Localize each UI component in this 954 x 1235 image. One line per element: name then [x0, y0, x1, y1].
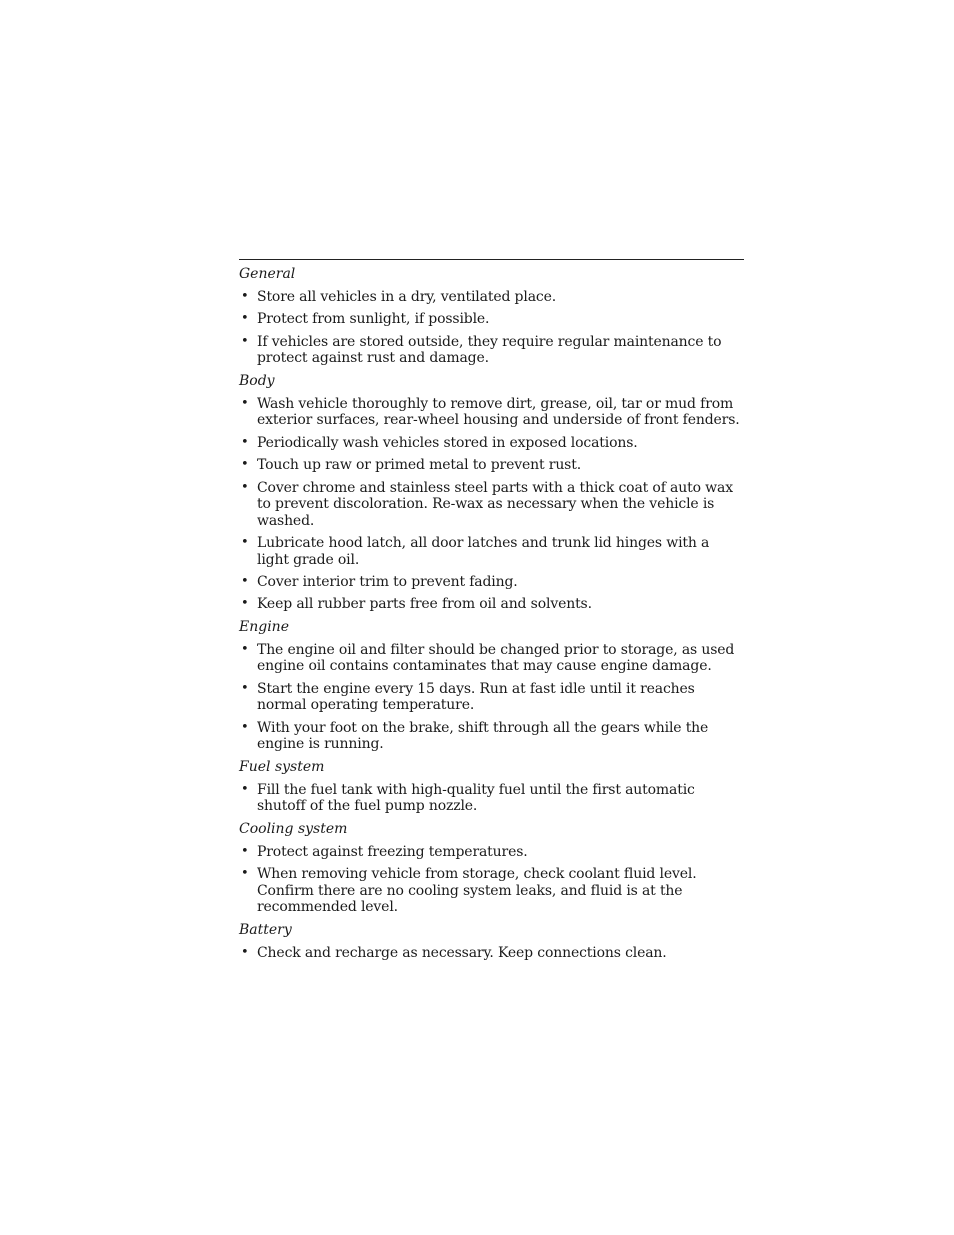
bullet-icon: •	[241, 866, 249, 882]
bullet-list	[239, 782, 744, 815]
manual-page	[239, 259, 744, 967]
list-item	[239, 334, 744, 367]
bullet-icon: •	[241, 680, 249, 696]
list-item	[239, 311, 744, 328]
header-rule	[239, 259, 744, 260]
list-item	[239, 596, 744, 613]
list-item	[239, 535, 744, 568]
bullet-icon: •	[241, 719, 249, 735]
list-item	[239, 945, 744, 962]
bullet-icon: •	[241, 843, 249, 859]
list-item	[239, 457, 744, 474]
list-item-text: Touch up raw or primed metal to prevent rust.	[257, 457, 581, 474]
list-item	[239, 720, 744, 753]
list-item	[239, 435, 744, 452]
bullet-icon: •	[241, 457, 249, 473]
list-item	[239, 480, 744, 530]
section-battery	[239, 922, 744, 962]
section-fuel-system	[239, 759, 744, 815]
bullet-icon: •	[241, 574, 249, 590]
bullet-list	[239, 289, 744, 367]
list-item-text: With your foot on the brake, shift through all the gears while the engine is running.	[257, 719, 709, 753]
bullet-icon: •	[241, 641, 249, 657]
list-item-text: When removing vehicle from storage, check coolant fluid level. Confirm there are no cooling system leaks, and fluid is at the recommended level.	[257, 866, 697, 916]
list-item	[239, 289, 744, 306]
list-item-text: Store all vehicles in a dry, ventilated place.	[257, 289, 557, 305]
bullet-icon: •	[241, 311, 249, 327]
section-cooling-system	[239, 821, 744, 916]
section-general	[239, 266, 744, 367]
list-item-text: If vehicles are stored outside, they require regular maintenance to protect against rust and damage.	[257, 333, 722, 367]
section-engine	[239, 619, 744, 753]
bullet-icon: •	[241, 479, 249, 495]
bullet-icon: •	[241, 781, 249, 797]
list-item-text: Cover chrome and stainless steel parts with a thick coat of auto wax to prevent discoloration. Re-wax as necessary when the vehicle is washed.	[257, 479, 733, 529]
section-heading: Engine	[239, 618, 289, 635]
list-item-text: Check and recharge as necessary. Keep connections clean.	[257, 944, 667, 961]
list-item	[239, 844, 744, 861]
list-item-text: Keep all rubber parts free from oil and solvents.	[257, 596, 592, 613]
bullet-icon: •	[241, 434, 249, 450]
list-item-text: Lubricate hood latch, all door latches and trunk lid hinges with a light grade oil.	[257, 535, 710, 568]
bullet-icon: •	[241, 596, 249, 612]
list-item-text: Cover interior trim to prevent fading.	[257, 574, 518, 591]
list-item	[239, 681, 744, 714]
list-item	[239, 782, 744, 815]
list-item-text: Wash vehicle thoroughly to remove dirt, grease, oil, tar or mud from exterior surfaces, rear-wheel housing and underside of front fenders.	[257, 395, 740, 429]
list-item	[239, 574, 744, 591]
list-item-text: Protect against freezing temperatures.	[257, 843, 528, 860]
bullet-list	[239, 844, 744, 916]
bullet-list	[239, 642, 744, 753]
bullet-list	[239, 396, 744, 613]
bullet-icon: •	[241, 535, 249, 551]
bullet-icon: •	[241, 395, 249, 411]
section-heading: Battery	[239, 921, 292, 938]
list-item-text: Protect from sunlight, if possible.	[257, 311, 490, 328]
bullet-icon: •	[241, 289, 249, 304]
list-item-text: Periodically wash vehicles stored in exposed locations.	[257, 434, 638, 451]
list-item-text: Fill the fuel tank with high-quality fuel until the first automatic shutoff of the fuel pump nozzle.	[257, 781, 695, 815]
section-heading: Cooling system	[239, 820, 348, 837]
list-item	[239, 642, 744, 675]
section-heading: General	[239, 266, 296, 282]
section-body	[239, 373, 744, 613]
section-heading: Fuel system	[239, 758, 325, 775]
bullet-list	[239, 945, 744, 962]
bullet-icon: •	[241, 944, 249, 960]
bullet-icon: •	[241, 333, 249, 349]
list-item	[239, 396, 744, 429]
list-item	[239, 866, 744, 916]
section-heading: Body	[239, 372, 275, 389]
list-item-text: Start the engine every 15 days. Run at fast idle until it reaches normal operating temperature.	[257, 680, 695, 714]
list-item-text: The engine oil and filter should be changed prior to storage, as used engine oil contains contaminates that may cause engine damage.	[257, 641, 735, 675]
